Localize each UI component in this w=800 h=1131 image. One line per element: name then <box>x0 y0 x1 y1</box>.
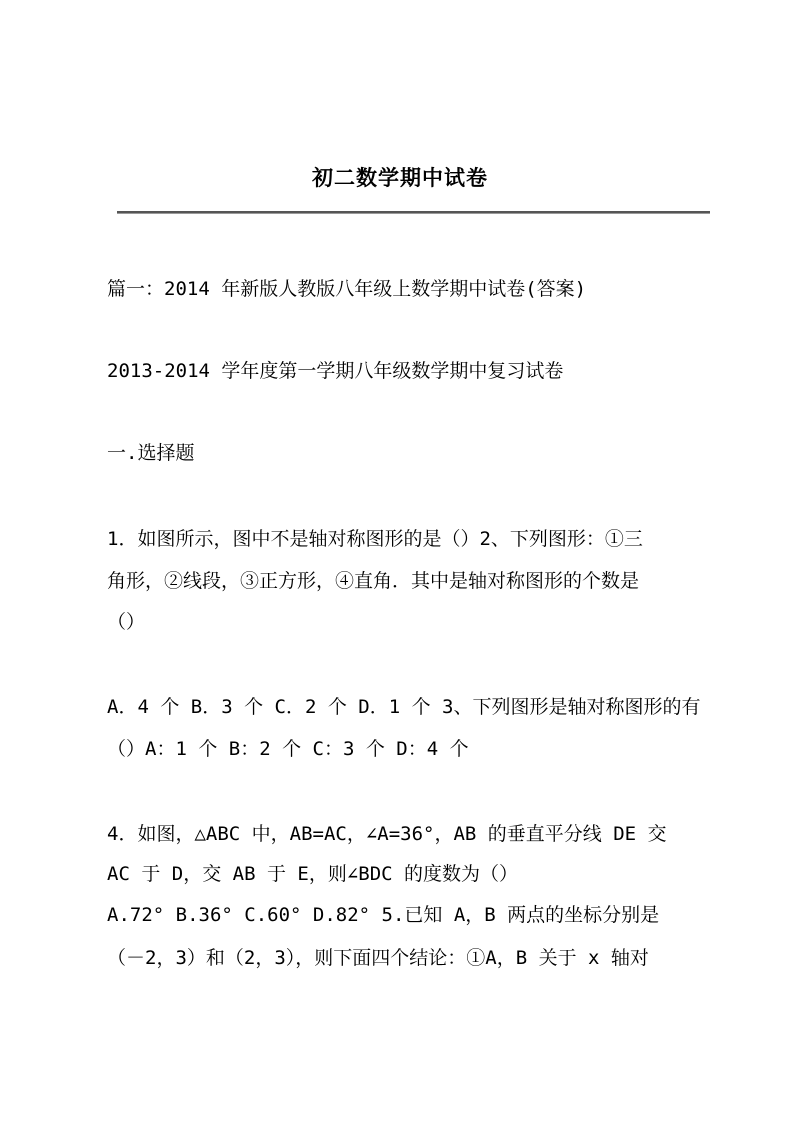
question-line: （－2，3）和（2，3），则下面四个结论：①A，B 关于 x 轴对 <box>107 947 649 969</box>
question-line: 1．如图所示，图中不是轴对称图形的是（）2、下列图形：①三 <box>107 528 643 550</box>
exam-subtitle: 2013-2014 学年度第一学期八年级数学期中复习试卷 <box>107 360 564 382</box>
document-title: 初二数学期中试卷 <box>312 165 488 190</box>
question-line: 角形，②线段，③正方形，④直角．其中是轴对称图形的个数是 <box>107 570 640 592</box>
question-line: 4．如图，△ABC 中，AB=AC，∠A=36°，AB 的垂直平分线 DE 交 <box>107 823 667 845</box>
question-line: （） <box>107 611 146 633</box>
section-heading: 篇一：2014 年新版人教版八年级上数学期中试卷(答案) <box>107 278 587 300</box>
question-line: A．4 个 B．3 个 C．2 个 D．1 个 3、下列图形是轴对称图形的有 <box>107 696 701 718</box>
question-line: AC 于 D，交 AB 于 E，则∠BDC 的度数为（） <box>107 863 519 885</box>
title-underline <box>117 211 710 214</box>
question-line: （）A：1 个 B：2 个 C：3 个 D：4 个 <box>107 738 469 760</box>
question-type-heading: 一.选择题 <box>107 442 195 464</box>
question-line: A.72° B.36° C.60° D.82° 5.已知 A，B 两点的坐标分别是 <box>107 904 660 926</box>
